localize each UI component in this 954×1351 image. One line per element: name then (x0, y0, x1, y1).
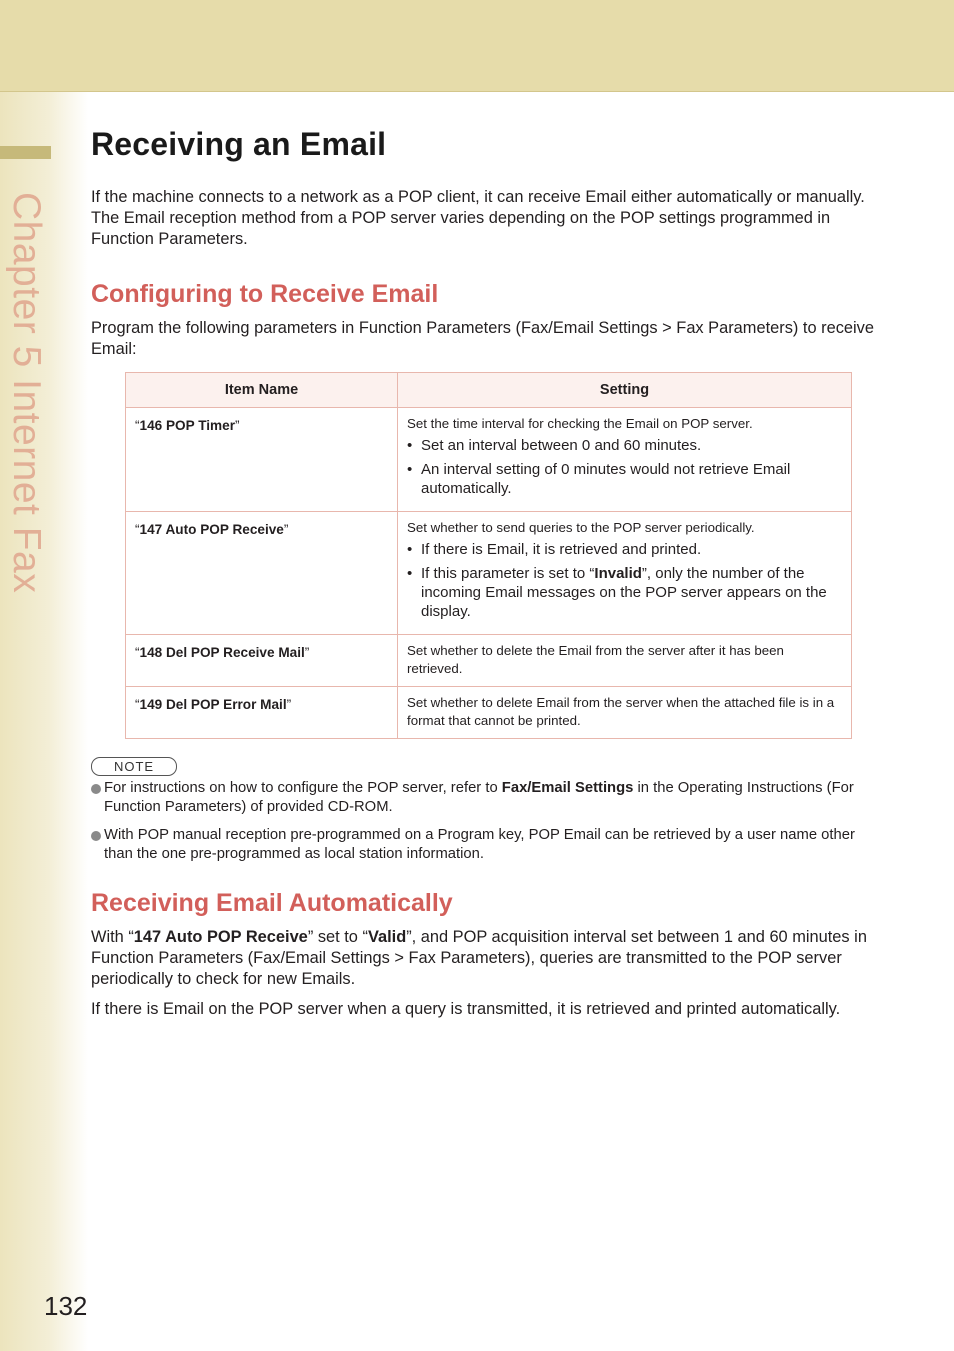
table-row (126, 408, 852, 512)
section-automatic-paragraph: With “147 Auto POP Receive” set to “Valid”, and POP acquisition interval set between 1 and 60 minutes in Function Parameters (Fax/Email Settings > Fax Parameters), queries are transmitted to the POP server periodically to check for new Emails. (91, 928, 867, 988)
note-item: For instructions on how to configure the POP server, refer to Fax/Email Settings in the Operating Instructions (For Function Parameters) of provided CD-ROM. (91, 779, 886, 817)
setting-description: Set whether to delete Email from the server when the attached file is in a format that cannot be printed. (407, 695, 835, 728)
setting-cell (398, 408, 852, 512)
setting-cell (398, 635, 852, 687)
intro-paragraph: If the machine connects to a network as a POP client, it can receive Email either automatically or manually. The Email reception method from a POP server varies depending on the POP settings programmed in Function Parameters. (91, 188, 865, 248)
table-header-row (126, 373, 852, 408)
bullet-item: • If there is Email, it is retrieved and printed. (407, 540, 842, 559)
bullet-item: • Set an interval between 0 and 60 minutes. (407, 436, 842, 455)
chapter-label: Chapter 5 Internet Fax (5, 192, 48, 594)
table-row (126, 687, 852, 739)
item-name-cell: “147 Auto POP Receive” (126, 512, 398, 635)
bullet-dot-icon (91, 831, 101, 841)
main-content (91, 126, 886, 1020)
page-title: Receiving an Email (91, 126, 387, 162)
bullet-item: • If this parameter is set to “Invalid”, only the number of the incoming Email messages on the POP server appears on the display. (407, 564, 842, 621)
section-automatic-paragraph-2: If there is Email on the POP server when a query is transmitted, it is retrieved and printed automatically. (91, 1000, 841, 1018)
setting-description: Set whether to send queries to the POP server periodically. (407, 520, 755, 535)
item-name-cell: “149 Del POP Error Mail” (126, 687, 398, 739)
bullet-dot-icon (91, 784, 101, 794)
parameters-table (125, 372, 852, 739)
chapter-tab-marker (0, 146, 51, 159)
note-badge: NOTE (91, 757, 177, 776)
bullet-item: • An interval setting of 0 minutes would not retrieve Email automatically. (407, 460, 842, 498)
item-name-cell: “148 Del POP Receive Mail” (126, 635, 398, 687)
table-row (126, 512, 852, 635)
item-name-cell: “146 POP Timer” (126, 408, 398, 512)
note-item: With POP manual reception pre-programmed on a Program key, POP Email can be retrieved by a user name other than the one pre-programmed as local station information. (91, 826, 886, 864)
section-heading-automatic: Receiving Email Automatically (91, 889, 453, 917)
section-configuring-text: Program the following parameters in Function Parameters (Fax/Email Settings > Fax Parameters) to receive Email: (91, 319, 874, 358)
setting-description: Set whether to delete the Email from the server after it has been retrieved. (407, 643, 784, 676)
header-band (0, 0, 954, 92)
setting-cell (398, 687, 852, 739)
header-item-name: Item Name (126, 373, 398, 408)
setting-bullets (407, 436, 842, 498)
setting-cell (398, 512, 852, 635)
header-setting: Setting (398, 373, 852, 408)
table-row (126, 635, 852, 687)
section-heading-configuring: Configuring to Receive Email (91, 280, 439, 308)
note-block (91, 757, 886, 864)
setting-bullets (407, 540, 842, 621)
setting-description: Set the time interval for checking the Email on POP server. (407, 416, 753, 431)
page-number: 132 (44, 1291, 88, 1321)
